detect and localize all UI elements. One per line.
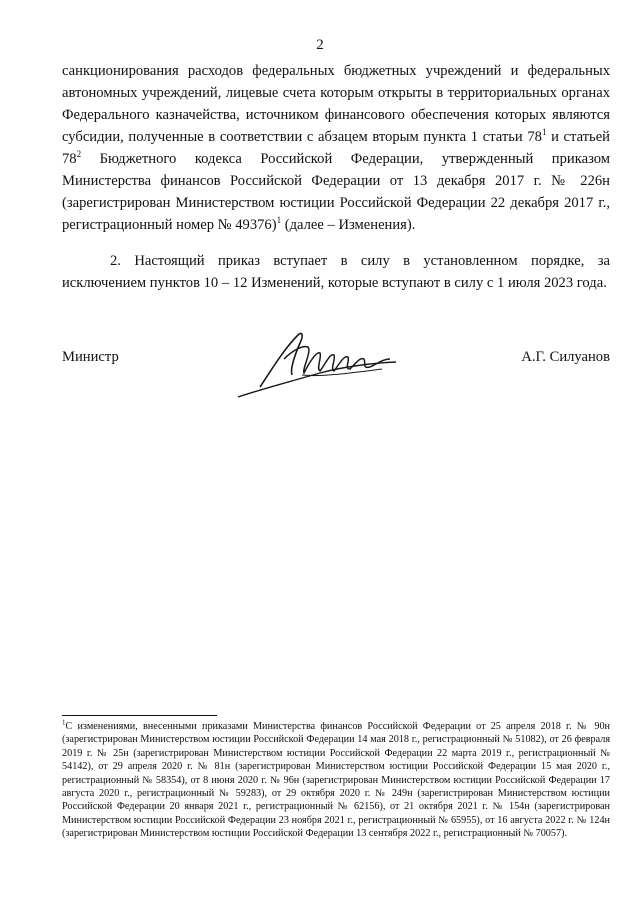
footnote-divider xyxy=(62,715,217,716)
body-text xyxy=(62,60,610,294)
paragraph-1-text-c: Бюджетного кодекса Российской Федерации, утвержденный приказом Министерства финансов Российской Федерации от 13 декабря 2017 г. № 226н (зарегистрирован Министерством юстиции Российской Федерации 22 декабря 2017 г., регистрационный номер № 49376) xyxy=(62,151,610,233)
paragraph-1 xyxy=(62,60,610,236)
signature-block xyxy=(62,343,610,413)
signatory-name: А.Г. Силуанов xyxy=(521,349,610,365)
footnote-ref: 2 xyxy=(76,149,82,160)
footnote-text: С изменениями, внесенными приказами Министерства финансов Российской Федерации от 25 апреля 2018 г. № 90н (зарегистрирован Министерством юстиции Российской Федерации 14 мая 2018 г., регистрационный № 51082), от 26 февраля 2019 г. № 25н (зарегистрирован Министерством юстиции Российской Федерации 22 марта 2019 г., регистрационный № 54142), от 29 апреля 2020 г. № 81н (зарегистрирован Министерством юстиции Российской Федерации 15 мая 2020 г., регистрационный № 58354), от 8 июня 2020 г. № 96н (зарегистрирован Министерством юстиции Российской Федерации 17 августа 2020 г., регистрационный № 59283), от 29 октября 2020 г. № 249н (зарегистрирован Министерством юстиции Российской Федерации 20 января 2021 г., регистрационный № 62156), от 21 октября 2021 г. № 154н (зарегистрирован Министерством юстиции Российской Федерации 23 ноября 2021 г., регистрационный № 65955), от 16 августа 2022 г. № 124н (зарегистрирован Министерством юстиции Российской Федерации 13 сентября 2022 г., регистрационный № 70057). xyxy=(62,721,610,840)
paragraph-1-text-b: и статьей 78 xyxy=(62,129,610,167)
paragraph-1-text-d: (далее – Изменения). xyxy=(281,217,416,233)
footnote-marker: 1 xyxy=(62,718,66,727)
signatory-title: Министр xyxy=(62,349,119,365)
footnote-ref: 1 xyxy=(541,127,547,138)
footnote-ref: 1 xyxy=(276,215,282,226)
paragraph-1-text-a: санкционирования расходов федеральных бюджетных учреждений и федеральных автономных учреждений, лицевые счета которым открыты в территориальных органах Федерального казначейства, источником финансового обеспечения которых являются субсидии, полученные в соответствии с абзацем вторым пункта 1 статьи 78 xyxy=(62,63,610,145)
footnote xyxy=(62,720,610,841)
handwritten-signature xyxy=(232,329,402,409)
page-number: 2 xyxy=(316,37,324,53)
paragraph-2: 2. Настоящий приказ вступает в силу в установленном порядке, за исключением пунктов 10 – 12 Изменений, которые вступают в силу с 1 июля 2023 года. xyxy=(62,253,610,291)
